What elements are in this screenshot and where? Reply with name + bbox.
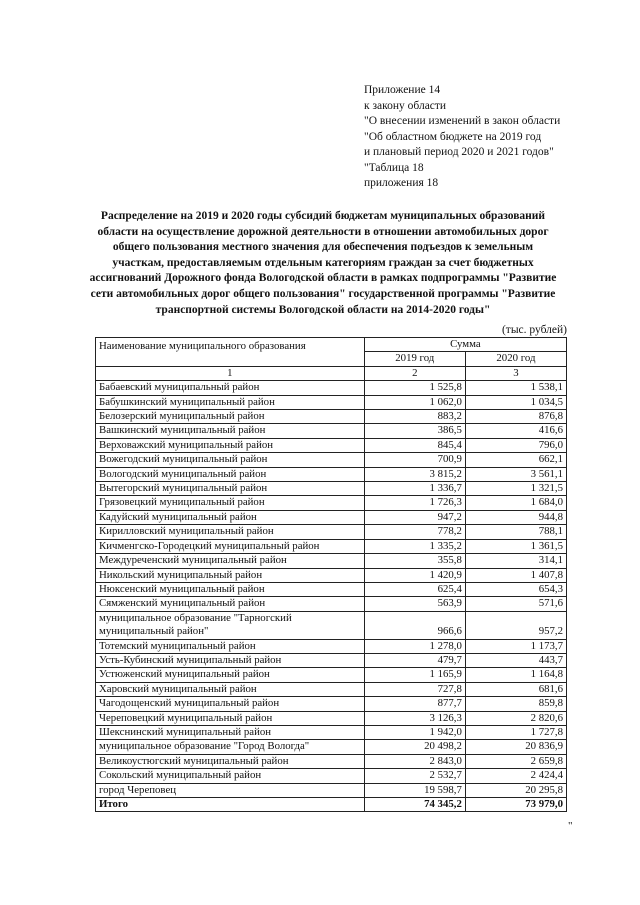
annex-line: приложения 18	[364, 177, 439, 189]
district-name: Сокольский муниципальный район	[96, 769, 365, 783]
table-row	[96, 711, 567, 725]
table-row	[96, 424, 567, 438]
table-row	[96, 467, 567, 481]
table-row	[96, 453, 567, 467]
value-2020: 2 659,8	[465, 754, 566, 768]
annex-line: к закону области	[364, 99, 447, 112]
table-row	[96, 740, 567, 754]
annex-header	[364, 83, 560, 192]
header-name: Наименование муниципального образования	[96, 338, 365, 367]
value-2020: 944,8	[465, 510, 566, 524]
value-2019: 1 336,7	[364, 482, 465, 496]
table-row	[96, 568, 567, 582]
annex-line: "Об областном бюджете на 2019 год	[364, 130, 542, 143]
col-number: 1	[96, 366, 365, 380]
value-2020: 20 295,8	[465, 783, 566, 797]
table-row	[96, 783, 567, 797]
district-name: Бабушкинский муниципальный район	[96, 395, 365, 409]
value-2020: 3 561,1	[465, 467, 566, 481]
value-2019: 2 532,7	[364, 769, 465, 783]
table-row	[96, 525, 567, 539]
annex-line: Приложение 14	[364, 84, 441, 96]
table-row	[96, 653, 567, 667]
value-2020: 1 361,5	[465, 539, 566, 553]
value-2020: 876,8	[465, 410, 566, 424]
value-2020: 654,3	[465, 582, 566, 596]
value-2020: 957,2	[465, 611, 566, 639]
district-name: Чагодощенский муниципальный район	[96, 697, 365, 711]
value-2020: 571,6	[465, 597, 566, 611]
value-2019: 1 335,2	[364, 539, 465, 553]
value-2019: 355,8	[364, 554, 465, 568]
value-2020: 1 164,8	[465, 668, 566, 682]
table-row	[96, 554, 567, 568]
value-2019: 3 126,3	[364, 711, 465, 725]
table-row	[96, 769, 567, 783]
district-name: Белозерский муниципальный район	[96, 410, 365, 424]
annex-line: "О внесении изменений в закон области	[364, 115, 561, 127]
header-2019: 2019 год	[364, 352, 465, 366]
value-2020: 859,8	[465, 697, 566, 711]
table-row	[96, 381, 567, 395]
district-name: Устюженский муниципальный район	[96, 668, 365, 682]
table-row	[96, 510, 567, 524]
value-2019: 20 498,2	[364, 740, 465, 754]
header-2020: 2020 год	[465, 352, 566, 366]
value-2019: 700,9	[364, 453, 465, 467]
table-row	[96, 668, 567, 682]
units-label: (тыс. рублей)	[501, 324, 567, 336]
value-2020: 1 407,8	[465, 568, 566, 582]
table-row	[96, 395, 567, 409]
district-name: Кирилловский муниципальный район	[96, 525, 365, 539]
col-number: 3	[465, 366, 566, 380]
value-2020: 2 820,6	[465, 711, 566, 725]
district-name: Усть-Кубинский муниципальный район	[96, 653, 365, 667]
district-name: Нюксенский муниципальный район	[96, 582, 365, 596]
table-row	[96, 682, 567, 696]
value-2019: 563,9	[364, 597, 465, 611]
annex-line: "Таблица 18	[364, 161, 424, 174]
value-2020: 1 173,7	[465, 639, 566, 653]
value-2020: 1 034,5	[465, 395, 566, 409]
district-name: Вологодский муниципальный район	[96, 467, 365, 481]
district-name: муниципальное образование "Город Вологда"	[96, 740, 365, 754]
table-row	[96, 410, 567, 424]
total-2019: 74 345,2	[364, 798, 465, 812]
total-row	[96, 798, 567, 812]
district-name: Кичменгско-Городецкий муниципальный район	[96, 539, 365, 553]
value-2019: 966,6	[364, 611, 465, 639]
value-2019: 1 420,9	[364, 568, 465, 582]
value-2019: 1 942,0	[364, 725, 465, 739]
value-2019: 845,4	[364, 438, 465, 452]
value-2019: 386,5	[364, 424, 465, 438]
table-row	[96, 582, 567, 596]
value-2019: 883,2	[364, 410, 465, 424]
col-number: 2	[364, 366, 465, 380]
district-name: Верховажский муниципальный район	[96, 438, 365, 452]
district-name: Великоустюгский муниципальный район	[96, 754, 365, 768]
value-2020: 314,1	[465, 554, 566, 568]
district-name: Кадуйский муниципальный район	[96, 510, 365, 524]
table-row	[96, 597, 567, 611]
value-2019: 727,8	[364, 682, 465, 696]
annex-line: и плановый период 2020 и 2021 годов"	[364, 146, 554, 158]
value-2020: 20 836,9	[465, 740, 566, 754]
total-2020: 73 979,0	[465, 798, 566, 812]
value-2020: 1 321,5	[465, 482, 566, 496]
value-2020: 796,0	[465, 438, 566, 452]
value-2020: 443,7	[465, 653, 566, 667]
district-name: Никольский муниципальный район	[96, 568, 365, 582]
value-2019: 2 843,0	[364, 754, 465, 768]
district-name: город Череповец	[96, 783, 365, 797]
value-2019: 1 062,0	[364, 395, 465, 409]
table-row	[96, 725, 567, 739]
document-title: Распределение на 2019 и 2020 годы субсидий бюджетам муниципальных образований области на осуществление дорожной деятельности в отношении автомобильных дорог общего пользования местного значения для обеспечения подъездов к земельным участкам, предоставляемым отдельным категориям граждан за счет бюджетных ассигнований Дорожного фонда Вологодской области в рамках подпрограммы "Развитие сети автомобильных дорог общего пользования" государственной программы "Развитие транспортной системы Вологодской области на 2014-2020 годы"	[89, 210, 557, 316]
value-2020: 662,1	[465, 453, 566, 467]
value-2019: 1 278,0	[364, 639, 465, 653]
value-2019: 3 815,2	[364, 467, 465, 481]
value-2019: 479,7	[364, 653, 465, 667]
closing-quote: "	[568, 820, 573, 832]
value-2020: 1 727,8	[465, 725, 566, 739]
value-2019: 19 598,7	[364, 783, 465, 797]
table-row	[96, 611, 567, 639]
total-label: Итого	[96, 798, 365, 812]
subsidy-table	[95, 337, 567, 812]
district-name: муниципальное образование "Тарногский муниципальный район"	[96, 611, 365, 639]
value-2020: 1 684,0	[465, 496, 566, 510]
value-2019: 1 165,9	[364, 668, 465, 682]
value-2019: 625,4	[364, 582, 465, 596]
value-2019: 1 525,8	[364, 381, 465, 395]
table-row	[96, 639, 567, 653]
value-2020: 788,1	[465, 525, 566, 539]
value-2020: 416,6	[465, 424, 566, 438]
district-name: Междуреченский муниципальный район	[96, 554, 365, 568]
table-row	[96, 496, 567, 510]
district-name: Вытегорский муниципальный район	[96, 482, 365, 496]
district-name: Сямженский муниципальный район	[96, 597, 365, 611]
table-row	[96, 754, 567, 768]
district-name: Череповецкий муниципальный район	[96, 711, 365, 725]
value-2019: 778,2	[364, 525, 465, 539]
value-2019: 1 726,3	[364, 496, 465, 510]
district-name: Грязовецкий муниципальный район	[96, 496, 365, 510]
district-name: Тотемский муниципальный район	[96, 639, 365, 653]
table-row	[96, 482, 567, 496]
table-row	[96, 539, 567, 553]
table-row	[96, 697, 567, 711]
district-name: Шекснинский муниципальный район	[96, 725, 365, 739]
value-2020: 681,6	[465, 682, 566, 696]
district-name: Вожегодский муниципальный район	[96, 453, 365, 467]
header-sum: Сумма	[364, 338, 566, 352]
district-name: Бабаевский муниципальный район	[96, 381, 365, 395]
value-2019: 877,7	[364, 697, 465, 711]
table-row	[96, 438, 567, 452]
district-name: Вашкинский муниципальный район	[96, 424, 365, 438]
district-name: Харовский муниципальный район	[96, 682, 365, 696]
value-2019: 947,2	[364, 510, 465, 524]
value-2020: 2 424,4	[465, 769, 566, 783]
value-2020: 1 538,1	[465, 381, 566, 395]
